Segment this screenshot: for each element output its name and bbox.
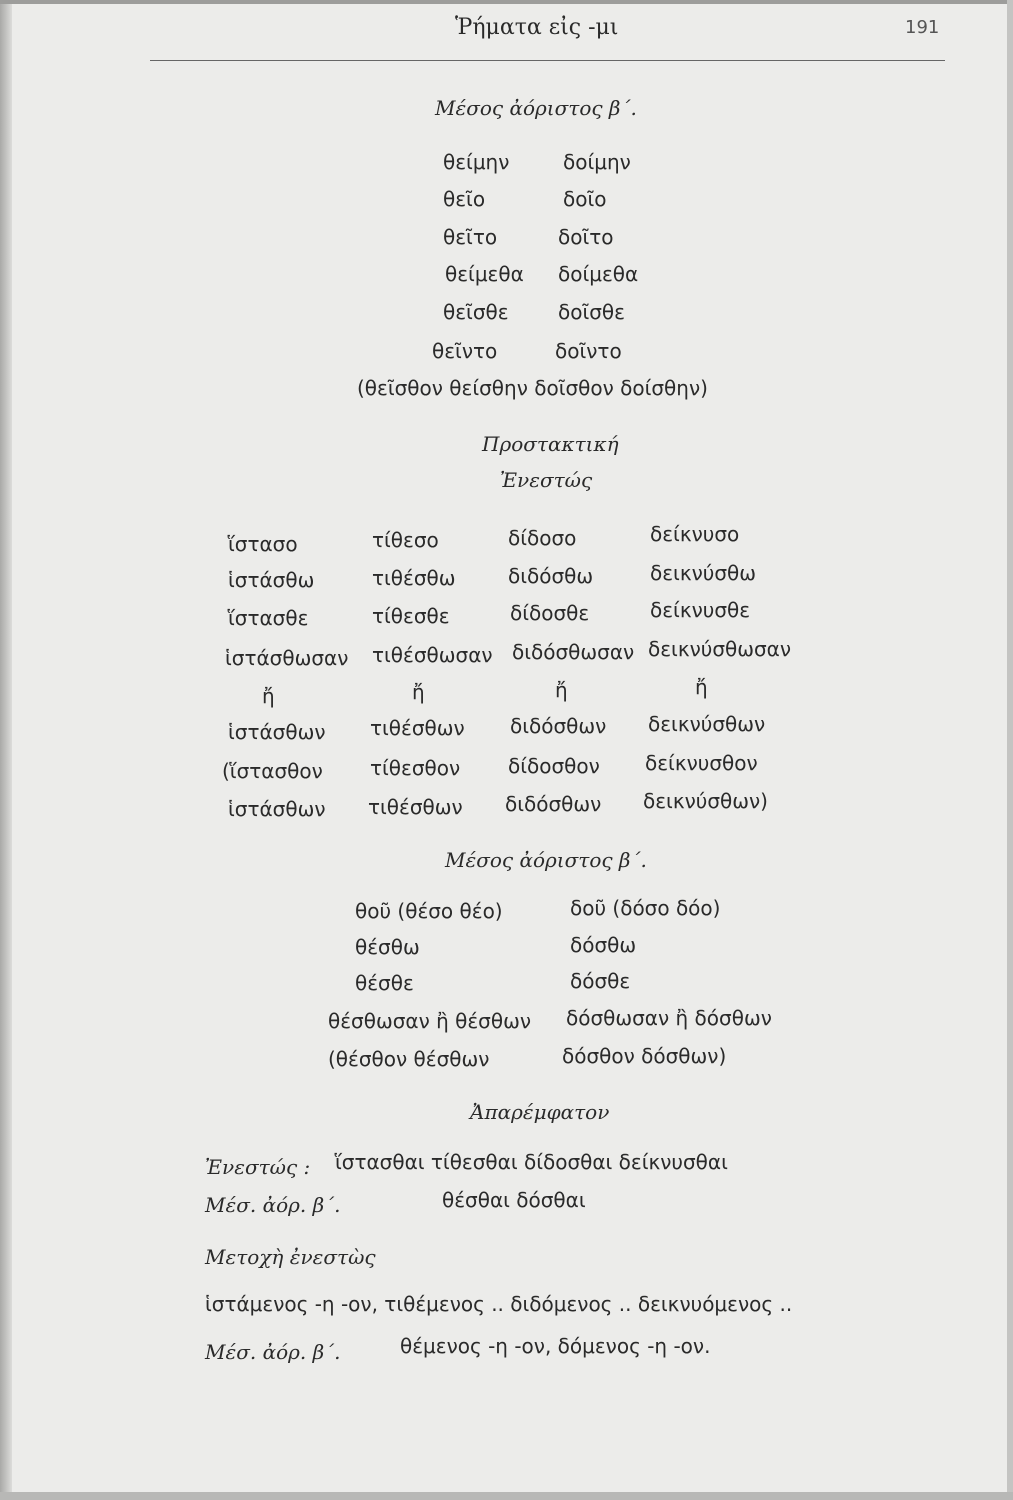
form-cell: δοίμην bbox=[563, 150, 631, 174]
form-cell: δεικνύσθων bbox=[648, 712, 766, 736]
form-cell: δοίμεθα bbox=[558, 262, 639, 286]
form-cell: θεῖο bbox=[443, 187, 486, 211]
form-cell: δόσθω bbox=[570, 933, 637, 957]
form-cell: δείκνυσο bbox=[650, 522, 740, 546]
infinitive-aorist-forms: θέσθαι δόσθαι bbox=[442, 1188, 586, 1212]
form-cell: δεικνύσθωσαν bbox=[648, 637, 792, 661]
form-cell: δοῦ (δόσο δόο) bbox=[570, 896, 721, 920]
form-cell: ἱστάσθων bbox=[228, 797, 326, 821]
subheading-present: Ἐνεστώς bbox=[500, 468, 593, 492]
form-cell: διδόσθω bbox=[508, 564, 594, 588]
section-heading-middle-aorist-imperative: Μέσος ἀόριστος β΄. bbox=[445, 848, 647, 872]
page-number: 191 bbox=[905, 17, 940, 38]
form-cell: τίθεσθον bbox=[370, 756, 461, 780]
form-cell: δίδοσθε bbox=[510, 601, 590, 625]
form-cell: ἤ bbox=[262, 684, 275, 708]
form-cell: τίθεσο bbox=[372, 528, 439, 552]
form-cell: δόσθε bbox=[570, 969, 631, 993]
label-middle-aorist-participle: Μέσ. ἀόρ. β΄. bbox=[205, 1340, 341, 1364]
form-cell: θοῦ (θέσο θέο) bbox=[355, 899, 503, 923]
page-edge-bottom bbox=[0, 1492, 1013, 1500]
infinitive-present-forms: ἵστασθαι τίθεσθαι δίδοσθαι δείκνυσθαι bbox=[335, 1150, 728, 1174]
form-cell: δείκνυσθε bbox=[650, 598, 751, 622]
page-shadow-left bbox=[0, 0, 12, 1500]
form-cell: διδόσθωσαν bbox=[512, 640, 635, 664]
form-cell: θείμεθα bbox=[445, 262, 524, 286]
form-cell: ἤ bbox=[412, 680, 425, 704]
form-cell: (θέσθον θέσθων bbox=[328, 1047, 490, 1071]
form-cell: θέσθε bbox=[355, 971, 414, 995]
form-cell: ἱστάσθω bbox=[228, 568, 315, 592]
form-cell: δείκνυσθον bbox=[645, 751, 758, 775]
form-cell: τιθέσθων bbox=[370, 716, 465, 740]
form-cell: δεικνύσθων) bbox=[643, 789, 768, 813]
form-cell: διδόσθων bbox=[505, 792, 602, 816]
form-cell: θέσθω bbox=[355, 935, 420, 959]
form-cell: θεῖσθε bbox=[443, 300, 509, 324]
label-middle-aorist: Μέσ. ἀόρ. β΄. bbox=[205, 1193, 341, 1217]
form-cell: θέσθωσαν ἢ θέσθων bbox=[328, 1009, 532, 1033]
section-heading-participle: Μετοχὴ ἐνεστὼς bbox=[205, 1245, 376, 1269]
form-cell: δόσθον δόσθων) bbox=[562, 1044, 727, 1068]
page-edge-top bbox=[0, 0, 1013, 4]
form-cell: τιθέσθω bbox=[372, 566, 456, 590]
form-cell: ἤ bbox=[695, 675, 708, 699]
header-rule bbox=[150, 60, 945, 61]
form-cell: ἤ bbox=[555, 678, 568, 702]
section-heading-imperative: Προστακτική bbox=[482, 432, 619, 456]
page-edge-right bbox=[1007, 0, 1013, 1500]
form-cell: δεικνύσθω bbox=[650, 561, 757, 585]
dual-forms-line: (θεῖσθον θείσθην δοῖσθον δοίσθην) bbox=[357, 376, 708, 400]
form-cell: τιθέσθωσαν bbox=[372, 643, 493, 667]
label-present: Ἐνεστώς : bbox=[205, 1155, 311, 1179]
form-cell: δοῖο bbox=[563, 187, 607, 211]
participle-aorist-forms: θέμενος -η -ον, δόμενος -η -ον. bbox=[400, 1334, 711, 1358]
section-heading-middle-aorist: Μέσος ἀόριστος β΄. bbox=[435, 96, 637, 120]
form-cell: (ἵστασθον bbox=[222, 759, 323, 783]
running-title: Ῥήματα εἰς -μι bbox=[455, 15, 619, 40]
form-cell: δοῖσθε bbox=[558, 300, 625, 324]
form-cell: τίθεσθε bbox=[372, 604, 450, 628]
form-cell: δόσθωσαν ἢ δόσθων bbox=[566, 1006, 772, 1030]
form-cell: θεῖντο bbox=[432, 339, 498, 363]
form-cell: ἱστάσθωσαν bbox=[225, 646, 349, 670]
form-cell: θείμην bbox=[443, 150, 510, 174]
form-cell: τιθέσθων bbox=[368, 795, 463, 819]
form-cell: ἵστασο bbox=[228, 532, 298, 556]
form-cell: δίδοσθον bbox=[508, 754, 600, 778]
form-cell: διδόσθων bbox=[510, 714, 607, 738]
form-cell: ἱστάσθων bbox=[228, 720, 326, 744]
form-cell: δίδοσο bbox=[508, 526, 577, 550]
form-cell: θεῖτο bbox=[443, 225, 498, 249]
form-cell: δοῖτο bbox=[558, 225, 614, 249]
section-heading-infinitive: Ἀπαρέμφατον bbox=[470, 1100, 610, 1124]
form-cell: δοῖντο bbox=[555, 339, 622, 363]
participle-present-forms: ἱστάμενος -η -ον, τιθέμενος .. διδόμενος .. δεικνυόμενος .. bbox=[205, 1292, 793, 1316]
form-cell: ἵστασθε bbox=[228, 606, 309, 630]
